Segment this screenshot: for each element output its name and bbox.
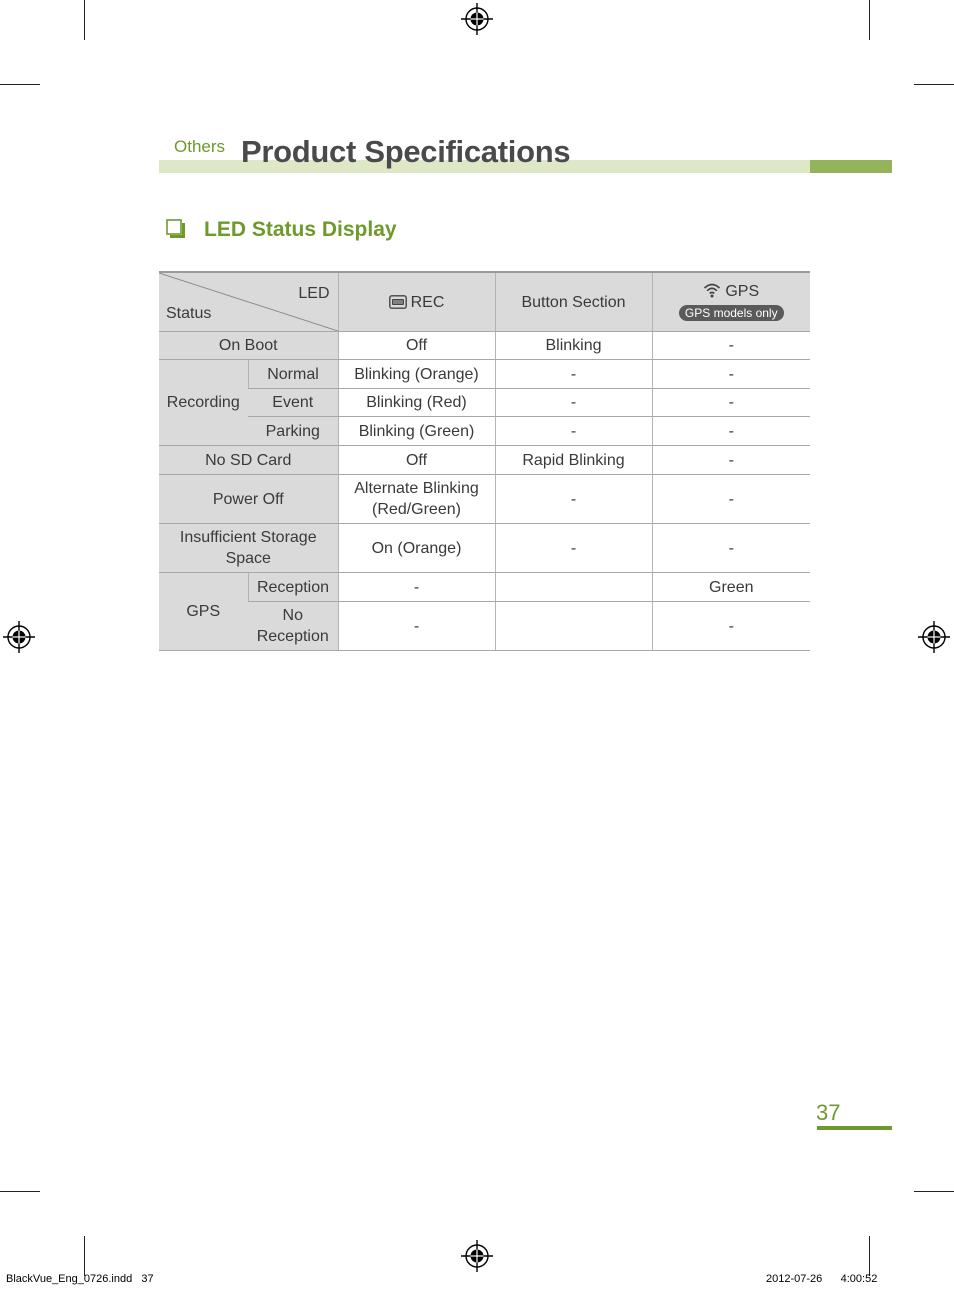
table-header-row — [159, 272, 810, 332]
table-row — [159, 573, 810, 602]
cell-button: - — [495, 417, 652, 446]
cell-gps: - — [652, 524, 810, 573]
cell-button: Blinking — [495, 332, 652, 360]
row-label-line: Insufficient Storage — [179, 529, 317, 546]
cell-button: - — [495, 524, 652, 573]
cell-rec: On (Orange) — [338, 524, 495, 573]
cell-rec: Blinking (Green) — [338, 417, 495, 446]
registration-mark-icon — [918, 621, 950, 653]
cell-gps: - — [652, 389, 810, 417]
title-bar-accent — [810, 160, 892, 173]
led-status-table — [159, 271, 810, 651]
cell-gps: - — [652, 602, 810, 651]
section-label: Others — [174, 137, 226, 156]
print-slug-file: BlackVue_Eng_0726.indd 37 — [6, 1273, 154, 1285]
row-label-recording: Recording — [159, 360, 248, 446]
table-row — [159, 417, 810, 446]
row-label-insufficient-storage — [159, 524, 338, 573]
column-header-rec — [338, 272, 495, 332]
checkbox-icon — [166, 219, 186, 239]
cell-button — [495, 573, 652, 602]
column-header-gps-label: GPS — [725, 283, 760, 300]
row-label-line: No — [282, 607, 303, 624]
table-row — [159, 360, 810, 389]
cell-rec: Off — [338, 446, 495, 475]
rec-camera-icon — [389, 295, 407, 309]
cell-rec — [338, 475, 495, 524]
row-label-power-off: Power Off — [159, 475, 338, 524]
row-sublabel-reception: Reception — [248, 573, 338, 602]
table-row — [159, 389, 810, 417]
cell-button: Rapid Blinking — [495, 446, 652, 475]
cell-button: - — [495, 475, 652, 524]
crop-mark — [0, 84, 40, 85]
cell-gps: - — [652, 332, 810, 360]
corner-status-label: Status — [166, 305, 212, 322]
subsection-title: LED Status Display — [204, 218, 397, 241]
row-label-on-boot: On Boot — [159, 332, 338, 360]
cell-rec-line: (Red/Green) — [372, 501, 461, 518]
table-row — [159, 446, 810, 475]
crop-mark — [0, 1191, 40, 1192]
crop-mark — [869, 1236, 870, 1276]
row-label-line: Reception — [256, 628, 329, 645]
cell-gps: - — [652, 475, 810, 524]
cell-button: - — [495, 389, 652, 417]
page-number: 37 — [816, 1100, 841, 1125]
crop-mark — [84, 0, 85, 40]
row-label-line: Space — [225, 550, 271, 567]
registration-mark-icon — [461, 3, 493, 35]
wifi-signal-icon — [703, 282, 721, 298]
page-number-bar — [817, 1126, 892, 1130]
cell-rec: Blinking (Red) — [338, 389, 495, 417]
row-sublabel-parking: Parking — [248, 417, 338, 446]
table-row — [159, 602, 810, 651]
cell-gps: - — [652, 417, 810, 446]
cell-gps: - — [652, 360, 810, 389]
registration-mark-icon — [461, 1240, 493, 1272]
table-row — [159, 524, 810, 573]
cell-rec: - — [338, 573, 495, 602]
cell-rec: Blinking (Orange) — [338, 360, 495, 389]
column-header-button: Button Section — [495, 272, 652, 332]
corner-header-cell — [159, 272, 338, 332]
corner-led-label: LED — [298, 285, 330, 302]
cell-button: - — [495, 360, 652, 389]
page-title: Product Specifications — [241, 134, 571, 169]
cell-rec: Off — [338, 332, 495, 360]
registration-mark-icon — [3, 621, 35, 653]
row-sublabel-event: Event — [248, 389, 338, 417]
row-label-gps: GPS — [159, 573, 248, 651]
gps-models-badge: GPS models only — [679, 305, 784, 321]
table-row — [159, 332, 810, 360]
cell-rec-line: Alternate Blinking — [354, 480, 479, 497]
row-label-no-sd-card: No SD Card — [159, 446, 338, 475]
row-sublabel-normal: Normal — [248, 360, 338, 389]
cell-rec: - — [338, 602, 495, 651]
table-row — [159, 475, 810, 524]
column-header-gps — [652, 272, 810, 332]
cell-gps: Green — [652, 573, 810, 602]
crop-mark — [84, 1236, 85, 1276]
cell-gps: - — [652, 446, 810, 475]
row-sublabel-no-reception — [248, 602, 338, 651]
crop-mark — [914, 84, 954, 85]
crop-mark — [869, 0, 870, 40]
print-slug-timestamp: 2012-07-26 4:00:52 — [766, 1273, 878, 1285]
crop-mark — [914, 1191, 954, 1192]
cell-button — [495, 602, 652, 651]
column-header-rec-label: REC — [410, 293, 445, 311]
